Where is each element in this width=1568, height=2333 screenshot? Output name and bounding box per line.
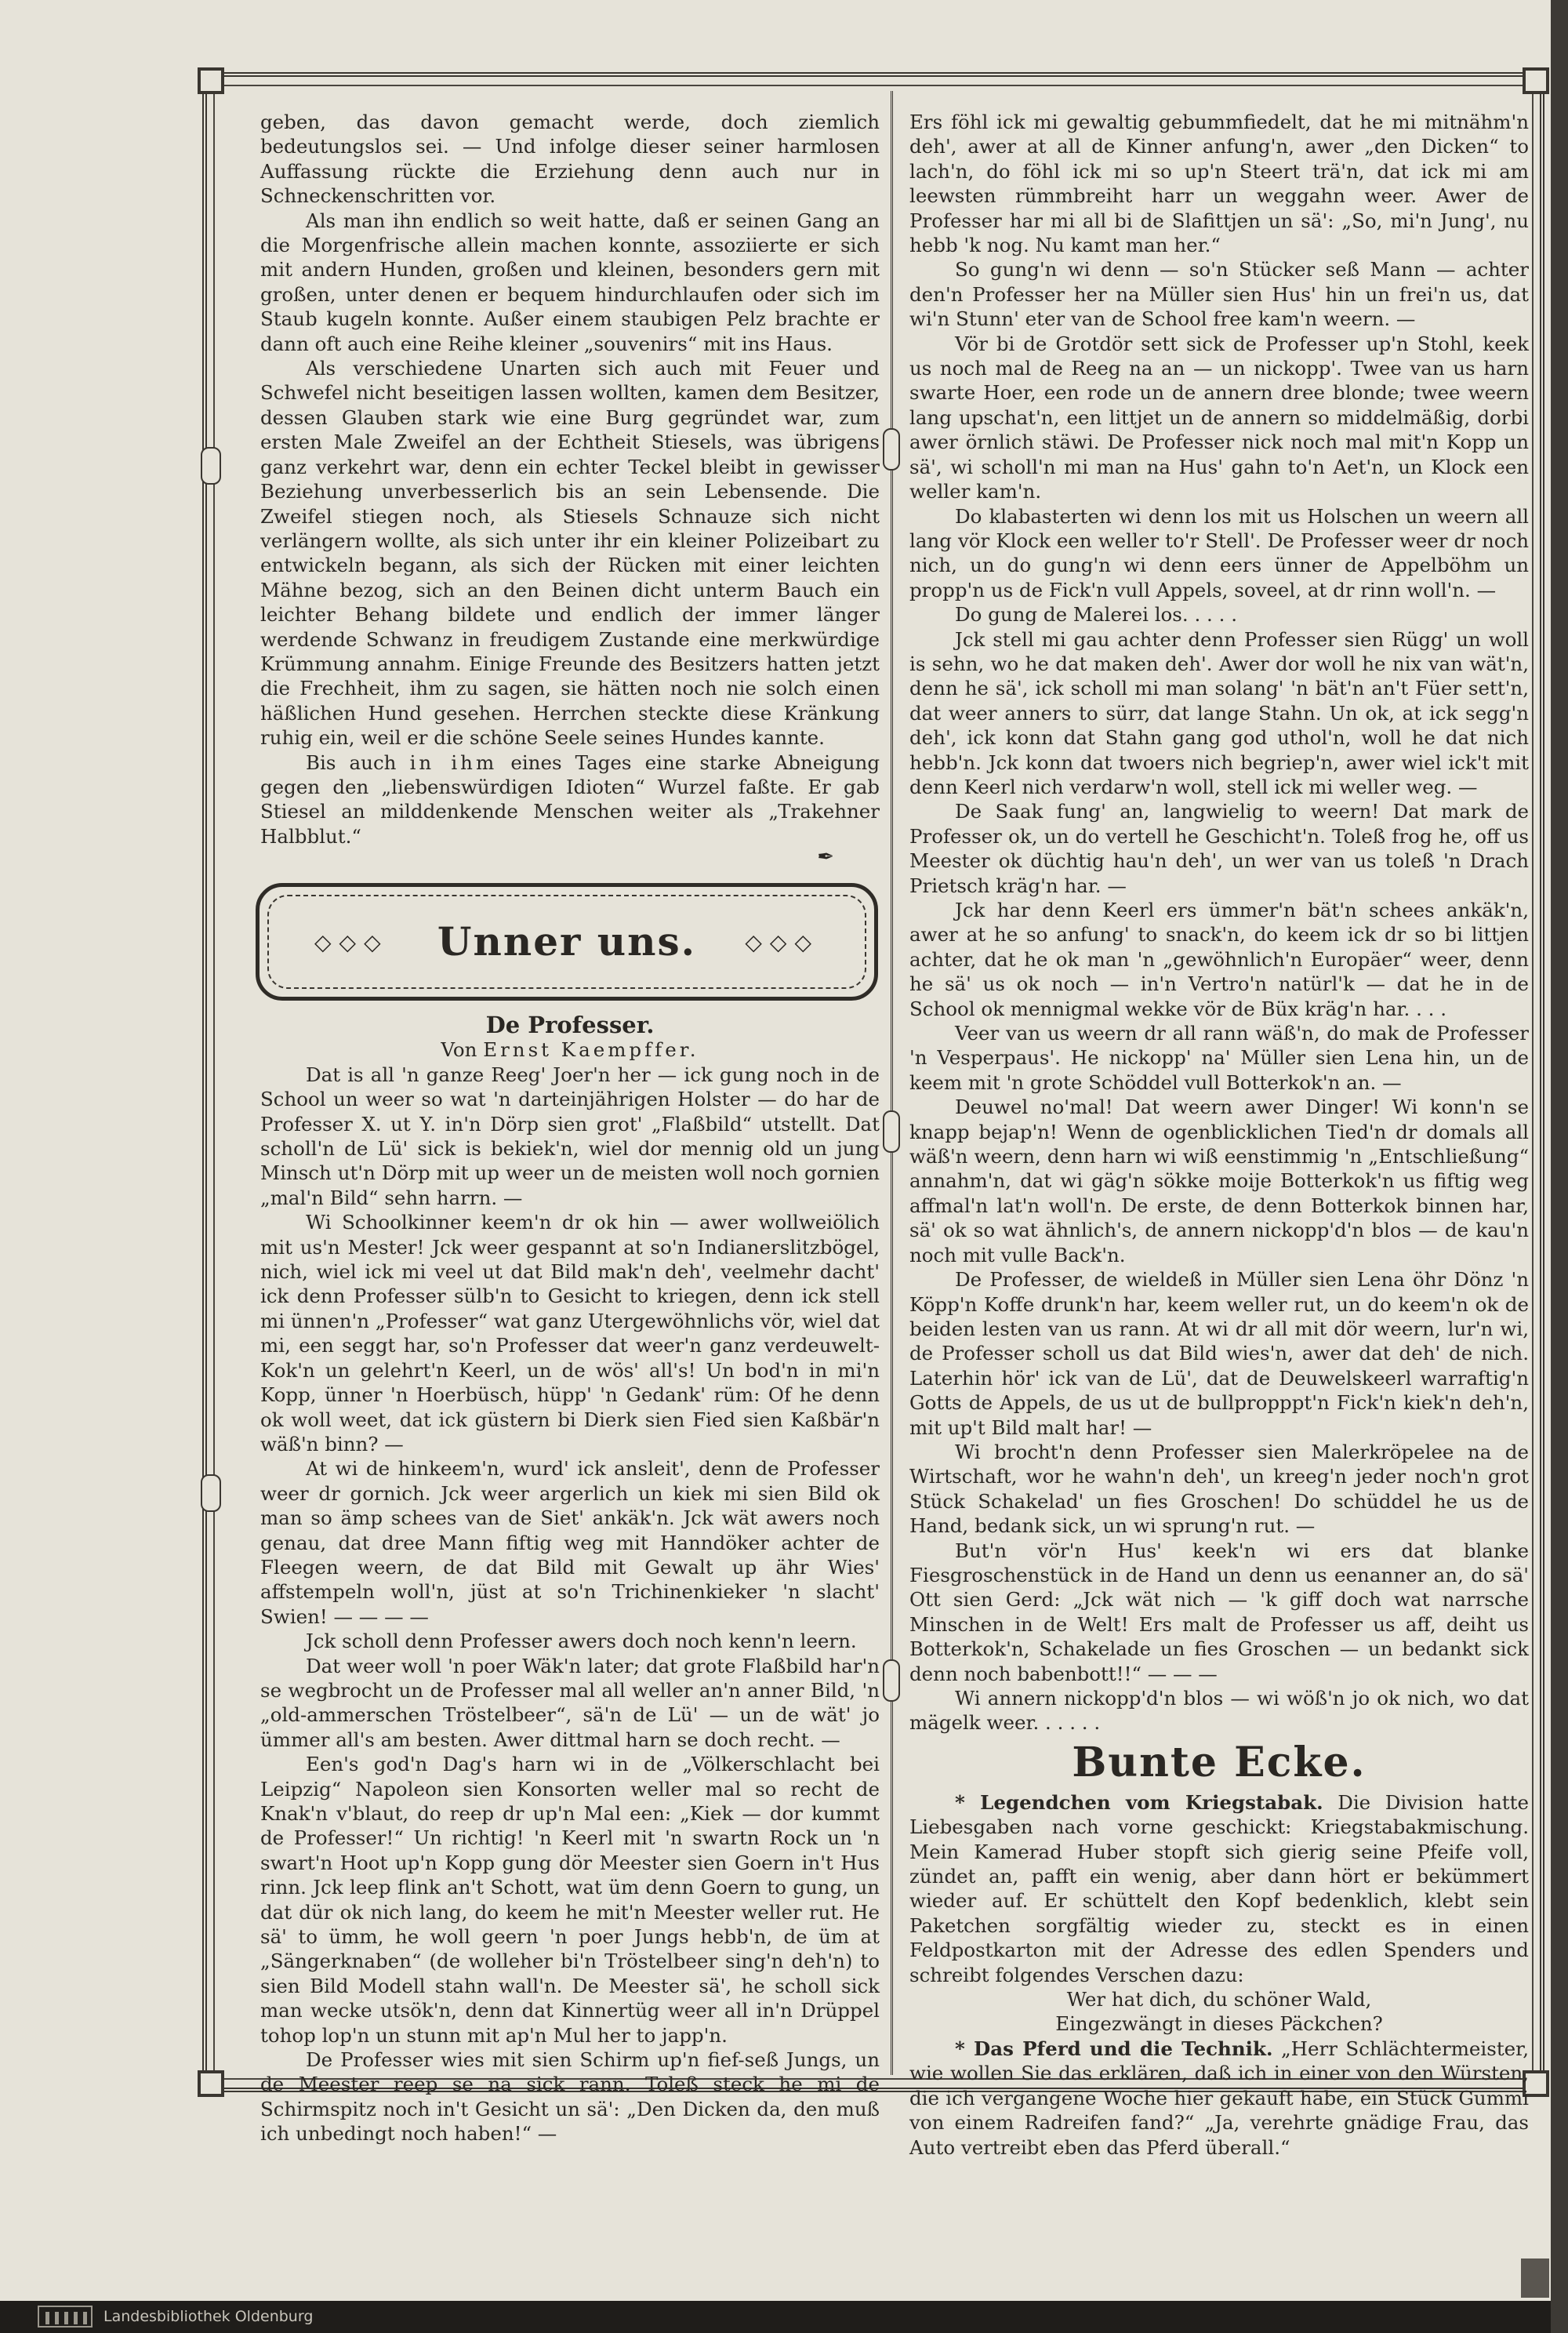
frame-corner-ornament [198, 67, 224, 94]
story-title: De Professer. [485, 1012, 655, 1038]
paragraph: Do gung de Malerei los. . . . . [955, 603, 1237, 627]
paragraph: Jck scholl denn Professer awers doch noch kenn'n leern. [306, 1630, 857, 1653]
paragraph: De Professer, de wieldeß in Müller sien Lena öhr Dönz 'n Köpp'n Koffe drunk'n har, keem weller rut, un do keem'n ok de beiden lesten van us rann. At wi dr all mit dör weern, lur'n wi, de Professer scholl us dat Bild wies'n, awer dat deh' de nich. Laterhin hör' ick van de Lü', dat de Deuwelskeerl warraftig'n Gotts de Appels, de us ut de bullpropppt'n Fick'n kiek'n deh'n, mit up't Bild malt har! — [909, 1268, 1529, 1439]
paragraph [909, 2037, 1529, 2160]
paragraph: Jck har denn Keerl ers ümmer'n bät'n schees ankäk'n, awer at he so anfung' to snack'n, do keem ick dr so bi littjen achter, dat he ok man 'n „gewöhnlich'n Europäer“ weer, denn he sä' us ok noch — in'n Vertro'n natürl'k — dat he in de School ok mennigmal wekke vör de Büx kräg'n har. . . . [909, 899, 1529, 1020]
paragraph: geben, das davon gemacht werde, doch ziemlich bedeutungslos sei. — Und infolge dieser seiner harmlosen Auffassung rückte die Erziehung denn auch nur in Schneckenschritten vor. [260, 111, 880, 208]
paragraph: Do klabasterten wi denn los mit us Holschen un weern all lang vör Klock een weller to'r Stell'. De Professer weer dr noch nich, un do gung'n wi denn eers ünner de Appelböhm un propp'n us de Fick'n vull Appels, soveel, at dr rinn woll'n. — [909, 504, 1529, 601]
paragraph: Een's god'n Dag's harn wi in de „Völkerschlacht bei Leipzig“ Napoleon sien Konsorten weller mal so recht de Knak'n v'blaut, do reep dr up'n Mal een: „Kiek — dor kummt de Professer!“ Un richtig! 'n Keerl mit 'n swartn Rock un 'n swart'n Hoot up'n Kopp gung dör Meester sien Goern in't Hus rinn. Jck leep flink an't Schott, wat üm denn Goern to gung, un dat dür ok nich lang, do keem he mit'n Meester weller rut. He sä' to ümm, he woll geern 'n poer Jungs hebb'n, de üm at „Sängerknaben“ (de wolleher bi'n Tröstelbeer sing'n deh'n) to sien Bild Modell stahn wall'n. De Meester sä', he scholl sick man wecke utsök'n, denn dat Kinnertüg weer all in'n Drüppel tohop lop'n un stunn mit ap'n Mul her to japp'n. [260, 1753, 880, 2047]
paragraph: But'n vör'n Hus' keek'n wi ers dat blanke Fiesgroschenstück in de Hand un denn us eenanner an, do sä' Ott sien Gerd: „Jck wät nich — 'k giff doch wat narrsche Minschen in de Welt! Ers malt de Professer us aff, deiht us Botterkok'n, Schakelade un fies Groschen — un bedankt sick denn noch babenbott!!“ — — — [909, 1539, 1529, 1685]
item-body: „Herr Schlächtermeister, wie wollen Sie das erklären, daß ich in einer von den Würsten, die ich vergangene Woche hier gekauft habe, ein Stück Gummi von einem Radreifen fand?“ „Ja, verehrte gnädige Frau, das Auto vertreibt eben das Pferd überall.“ [909, 2037, 1529, 2159]
paragraph: Wi annern nickopp'd'n blos — wi wöß'n jo ok nich, wo dat mägelk weer. . . . . . [909, 1687, 1529, 1735]
frame-side-ornament [201, 447, 221, 485]
paragraph: Vör bi de Grotdör sett sick de Professer up'n Stohl, keek us noch mal de Reeg na an — un nickopp'. Twee van us harn swarte Hoer, een rode un de annern dree blonde; twee weern lang upschat'n, een littjet un de annern so middelmäßig, dorbi awer örnlich stäwi. De Professer nick noch mal mit'n Kopp un sä', wi scholl'n mi man na Hus' gahn to'n Aet'n, un Klock een weller kam'n. [909, 332, 1529, 503]
divider-ornament [883, 428, 900, 471]
paragraph: Jck stell mi gau achter denn Professer sien Rügg' un woll is sehn, wo he dat maken deh'. Awer dor woll he nix van wät'n, denn he sä', ick scholl mi man solang' 'n bät'n an't Füer sett'n, dat weer anners to sürr, dat lange Stahn. Un ok, at ick segg'n deh', ick konn dat Stahn gang god uthol'n, woll he dat nich hebb'n. Jck konn dat twoers nich begriep'n, awer wiel ick't mit denn Keerl nich verdarw'n woll, stell ick mi weller weg. — [909, 627, 1529, 798]
paragraph: Veer van us weern dr all rann wäß'n, do mak de Professer 'n Vesperpaus'. He nickopp' na' Müller sien Lena hin, un de keem mit 'n grote Schöddel vull Botterkok'n an. — [909, 1022, 1529, 1094]
byline-author: Ernst Kaempffer. [483, 1038, 699, 1062]
library-building-icon [38, 2306, 93, 2328]
paragraph: Ers föhl ick mi gewaltig gebummfiedelt, dat he mi mitnähm'n deh', awer at all de Kinner anfung'n, awer „den Dicken“ to lach'n, do föhl ick mi so up'n Steert trä'n, dat ick mi am leewsten rümmbreiht harr un weggahn weer. Awer de Professer har mi all bi de Slafittjen un sä': „So, mi'n Jung', nu hebb 'k nog. Nu kamt man her.“ [909, 111, 1529, 257]
right-column [909, 110, 1529, 2160]
item-heading: * Das Pferd und die Technik. [955, 2037, 1273, 2060]
frame-side-ornament [201, 1474, 221, 1512]
footer-library-name: Landesbibliothek Oldenburg [103, 2308, 314, 2325]
paragraph: De Professer wies mit sien Schirm up'n fief-seß Jungs, un de Meester reep se na sick rann. Toleß steck he mi de Schirmspitz noch in't Gesicht un sä': „Den Dicken da, den muß ich unbedingt noch haben!“ — [260, 2048, 880, 2146]
byline-prefix: Von [441, 1038, 477, 1062]
bunte-ecke-title: Bunte Ecke. [1072, 1738, 1367, 1786]
emphasized-text: in ihm [409, 750, 498, 774]
paragraph [909, 1790, 1529, 1987]
paragraph: Wi Schoolkinner keem'n dr ok hin — awer wollweiölich mit us'n Mester! Jck weer gespannt at so'n Indianerslitzbögel, nich, wiel ick mi veel ut dat Bild mak'n deh', veelmehr dacht' ick denn Professer sülb'n to Gesicht to kriegen, denn ick stell mi ünnen'n „Professer“ wat ganz Utergewöhnlichs vör, wiel dat mi, een seggt har, so'n Professer dat weer'n ganz verdeuwelt-Kok'n un gelehrt'n Keerl, un de wös' all's! Un bod'n in mi'n Kopp, ünner 'n Hoerbüsch, hüpp' 'n Gedank' rüm: Of he denn ok woll weet, dat ick güstern bi Dierk sien Fied sien Kaßbär'n wäß'n binn? — [260, 1211, 880, 1455]
paragraph [260, 750, 880, 849]
diamond-ornament-icon: ◇◇◇ [745, 929, 819, 955]
text-run: Bis auch [306, 750, 397, 774]
paragraph: Deuwel no'mal! Dat weern awer Dinger! Wi konn'n se knapp bejap'n! Wenn de ogenblicklichen Tied'n dr domals all wäß'n weern, denn harn wi wiß eenstimmig 'n „Entschließung“ annahm'n, dat wi gäg'n sökke moije Botterkok'n us fiftig weg affmal'n lat'n woll'n. De erste, de denn Botterkok binnen har, sä' ok so wat ähnlich's, de annern nickopp'd'n blos — de kau'n noch mit vulle Back'n. [909, 1096, 1529, 1266]
diamond-ornament-icon: ◇◇◇ [314, 929, 389, 955]
frame-corner-ornament [1523, 67, 1549, 94]
left-column [260, 110, 880, 870]
scan-edge [1551, 0, 1568, 2333]
frame-corner-ornament [198, 2070, 224, 2097]
paragraph: Dat weer woll 'n poer Wäk'n later; dat grote Flaßbild har'n se wegbrocht un de Professer mal all weller an'n anner Bild, 'n „old-ammerschen Tröstelbeer“, sä'n de Lü' — un de wät' jo ümmer all's am besten. Awer dittmal harn se doch recht. — [260, 1654, 880, 1751]
item-body: Die Division hatte Liebesgaben nach vorne geschickt: Kriegstabakmischung. Mein Kamerad Huber stopft sich gierig seine Pfeife voll, zündet an, pafft ein wenig, aber dann hört er bekümmert wieder auf. Er schüttelt den Kopf bedenklich, klebt sein Paketchen sorgfältig wieder zu, steckt es in einen Feldpostkarton mit der Adresse des edlen Spenders und schreibt folgendes Verschen dazu: [909, 1790, 1529, 1986]
divider-ornament [883, 1659, 900, 1702]
end-mark-icon: ✒ [817, 845, 834, 870]
story-left [260, 1013, 880, 2146]
item-heading: * Legendchen vom Kriegstabak. [955, 1790, 1323, 1814]
paragraph: De Saak fung' an, langwielig to weern! Dat mark de Professer ok, un do vertell he Geschicht'n. Toleß frog he, off us Meester ok düchtig hau'n deh', un wer van us toleß 'n Drach Prietsch kräg'n har. — [909, 800, 1529, 897]
column-divider [891, 91, 898, 2075]
scan-color-scale [1521, 2259, 1549, 2298]
paragraph: Wi brocht'n denn Professer sien Malerkröpelee na de Wirtschaft, wor he wahn'n deh', un kreeg'n jeder noch'n grot Stück Schakelad' un fies Groschen! Do schüddel he us de Hand, bedank sick, un wi sprung'n rut. — [909, 1440, 1529, 1538]
section-banner [256, 883, 878, 1001]
banner-title: Unner uns. [437, 918, 697, 965]
paragraph: Als man ihn endlich so weit hatte, daß er seinen Gang an die Morgenfrische allein machen konnte, assoziierte er sich mit andern Hunden, großen und kleinen, besonders gern mit großen, unter denen er bequem hindurchlaufen oder sich im Staub kugeln konnte. Außer einem staubigen Pelz brachte er dann oft auch eine Reihe kleiner „souvenirs“ mit ins Haus. [260, 209, 880, 355]
paragraph: At wi de hinkeem'n, wurd' ick ansleit', denn de Professer weer dr gornich. Jck weer argerlich un kiek mi sien Bild ok man so ämp schees van de Siet' ankäk'n. Jck wät awers noch genau, dat dree Mann fiftig weg mit Hanndöker achter de Fleegen weern, de dat Bild mit Gewalt up ähr Wies' affstempeln woll'n, jüst at so'n Trichinenkieker 'n slacht' Swien! — — — — [260, 1457, 880, 1628]
story-byline [260, 1037, 880, 1062]
verse-line: Eingezwängt in dieses Päckchen? [1055, 2012, 1383, 2036]
verse-line: Wer hat dich, du schöner Wald, [1066, 1988, 1372, 2011]
divider-ornament [883, 1110, 900, 1153]
paragraph: Dat is all 'n ganze Reeg' Joer'n her — ick gung noch in de School un weer so wat 'n darteinjährigen Holster — do har de Professer X. ut Y. in'n Dörp sien grot' „Flaßbild“ utstellt. Dat scholl'n de Lü' sick is bekiek'n, wiel dor mennig old un jung Minsch ut'n Dörp mit up weer un de meisten woll noch gornien „mal'n Bild“ sehn harrn. — [260, 1063, 880, 1209]
text-run: eines Tages eine starke Abneigung gegen den „liebenswürdigen Idioten“ Wurzel faßte. Er gab Stiesel an milddenkende Menschen weiter als „Trakehner Halbblut.“ [260, 750, 880, 848]
paragraph: So gung'n wi denn — so'n Stücker seß Mann — achter den'n Professer her na Müller sien Hus' hin un frei'n us, dat wi'n Stunn' eter van de School free kam'n weern. — [909, 258, 1529, 331]
paragraph: Als verschiedene Unarten sich auch mit Feuer und Schwefel nicht beseitigen lassen wollten, kamen dem Besitzer, dessen Glauben stark wie eine Burg gegründet war, zum ersten Male Zweifel an der Echtheit Stiesels, was übrigens ganz verkehrt war, denn ein echter Teckel bleibt in gewisser Beziehung unverbesserlich bis an sein Lebensende. Die Zweifel stiegen noch, als Stiesels Schnauze sich nicht verlängern wollte, als sich unter ihr ein kleiner Polizeibart zu entwickeln begann, als sich der Rücken mit einer leichten Mähne bezog, sich an den Beinen dicht unterm Bauch ein leichter Behang bildete und endlich der immer länger werdende Schwanz in freudigem Zustande eine merkwürdige Krümmung annahm. Einige Freunde des Besitzers hatten jetzt die Frechheit, ihm zu sagen, sie hätten noch nie solch einen häßlichen Hund gesehen. Herrchen steckte diese Kränkung ruhig ein, weil er die schöne Seele seines Hundes kannte. [260, 357, 880, 750]
